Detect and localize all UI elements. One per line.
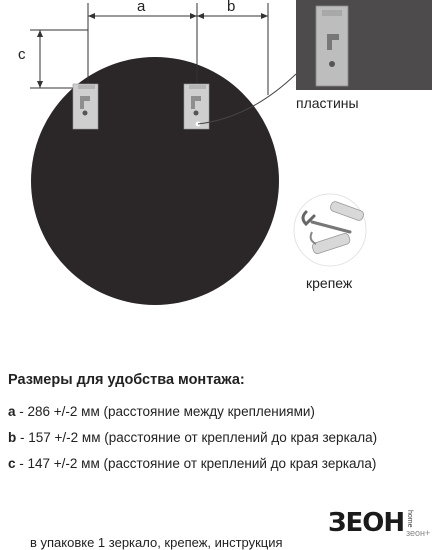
- spec-text: - 157 +/-2 мм (расстояние от креплений до края зеркала): [16, 430, 378, 445]
- spec-line-a: [8, 404, 315, 419]
- round-mirror: [31, 57, 279, 305]
- dimension-c-label: c: [18, 46, 26, 63]
- dimension-b-label: b: [227, 0, 236, 15]
- spec-line-b: [8, 430, 377, 445]
- dimension-a-label: a: [137, 0, 146, 15]
- logo-wordmark: ЗЕОН: [328, 508, 405, 538]
- plates-label: пластины: [296, 95, 359, 111]
- spec-key: b: [8, 430, 17, 445]
- fastener-illustration: [294, 194, 366, 266]
- package-contents: в упаковке 1 зеркало, крепеж, инструкция: [30, 535, 283, 550]
- spec-text: - 286 +/-2 мм (расстояние между креплениями): [15, 404, 315, 419]
- spec-key: c: [8, 456, 16, 471]
- logo-sub: home: [406, 510, 413, 528]
- spec-key: a: [8, 404, 16, 419]
- spec-text: - 147 +/-2 мм (расстояние от креплений до края зеркала): [15, 456, 377, 471]
- spec-line-c: [8, 456, 376, 471]
- plate-photo-inset: [296, 0, 432, 90]
- fasteners-label: крепеж: [306, 275, 353, 291]
- left-mounting-plate: [73, 84, 98, 129]
- logo-plus: зеон+: [406, 528, 431, 538]
- brand-logo: [328, 508, 431, 540]
- specs-heading: Размеры для удобства монтажа:: [8, 372, 245, 388]
